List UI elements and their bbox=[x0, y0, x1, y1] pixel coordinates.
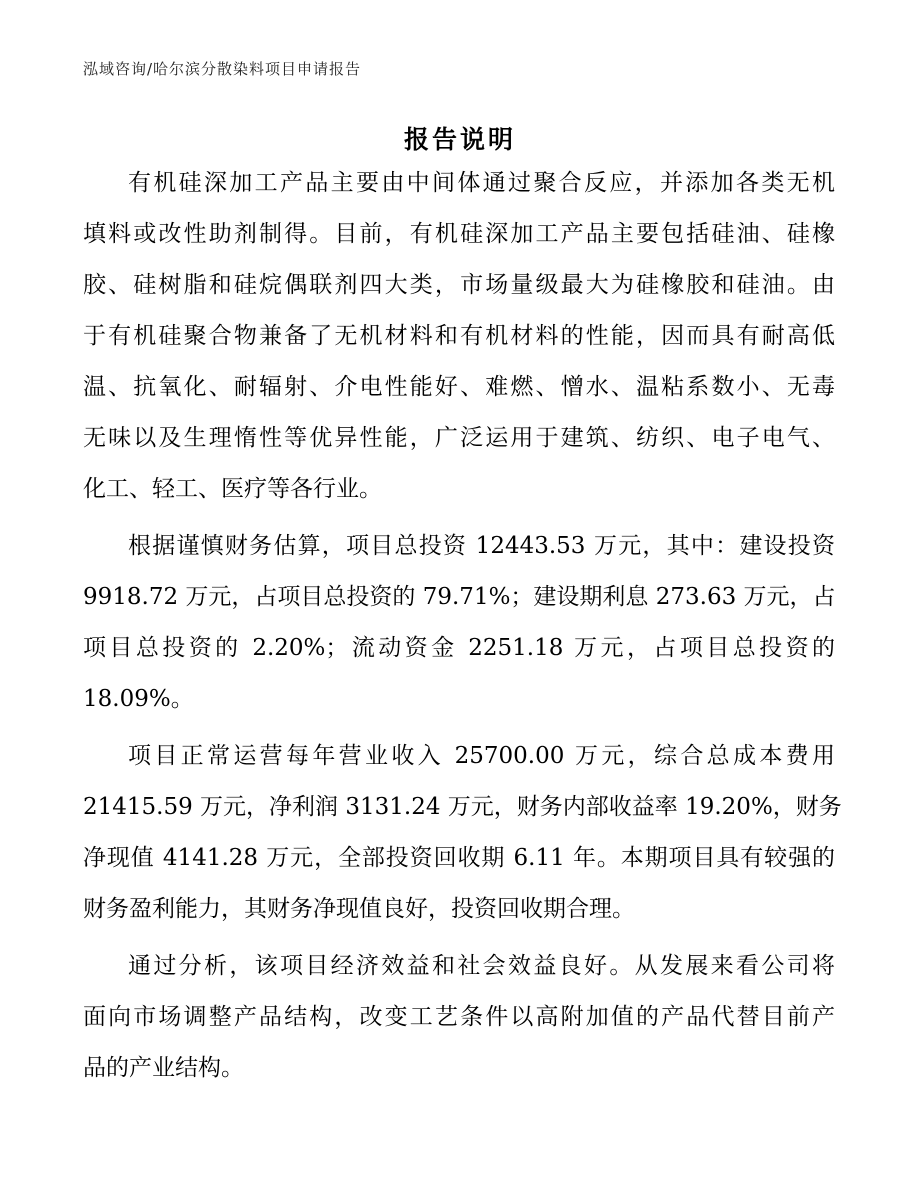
paragraph-line: 18.09%。 bbox=[83, 686, 194, 712]
paragraph-line: 于有机硅聚合物兼备了无机材料和有机材料的性能，因而具有耐高低 bbox=[83, 323, 835, 349]
paragraph-line: 项目总投资的 2.20%；流动资金 2251.18 万元，占项目总投资的 bbox=[83, 635, 835, 661]
paragraph-line: 项目正常运营每年营业收入 25700.00 万元，综合总成本费用 bbox=[128, 743, 835, 769]
paragraph-line: 化工、轻工、医疗等各行业。 bbox=[83, 476, 382, 502]
document-body bbox=[83, 158, 842, 1100]
paragraph-line: 9918.72 万元，占项目总投资的 79.71%；建设期利息 273.63 万元，占 bbox=[83, 584, 836, 610]
paragraph-line: 净现值 4141.28 万元，全部投资回收期 6.11 年。本期项目具有较强的 bbox=[83, 845, 835, 871]
paragraph bbox=[83, 521, 835, 725]
paragraph-line: 品的产业结构。 bbox=[83, 1055, 244, 1081]
paragraph-line: 填料或改性助剂制得。目前，有机硅深加工产品主要包括硅油、硅橡 bbox=[83, 221, 835, 247]
paragraph bbox=[83, 941, 835, 1094]
paragraph bbox=[83, 731, 842, 935]
running-header: 泓域咨询/哈尔滨分散染料项目申请报告 bbox=[83, 60, 362, 78]
paragraph-line: 胶、硅树脂和硅烷偶联剂四大类，市场量级最大为硅橡胶和硅油。由 bbox=[83, 272, 835, 298]
paragraph-line: 温、抗氧化、耐辐射、介电性能好、难燃、憎水、温粘系数小、无毒 bbox=[83, 374, 835, 400]
paragraph-line: 21415.59 万元，净利润 3131.24 万元，财务内部收益率 19.20%，财务 bbox=[83, 794, 842, 820]
section-title: 报告说明 bbox=[403, 125, 516, 154]
paragraph-line: 财务盈利能力，其财务净现值良好，投资回收期合理。 bbox=[83, 896, 635, 922]
paragraph-line: 通过分析，该项目经济效益和社会效益良好。从发展来看公司将 bbox=[128, 953, 835, 979]
paragraph bbox=[83, 158, 835, 515]
paragraph-line: 面向市场调整产品结构，改变工艺条件以高附加值的产品代替目前产 bbox=[83, 1004, 835, 1030]
paragraph-line: 无味以及生理惰性等优异性能，广泛运用于建筑、纺织、电子电气、 bbox=[83, 425, 835, 451]
paragraph-line: 有机硅深加工产品主要由中间体通过聚合反应，并添加各类无机 bbox=[128, 170, 835, 196]
paragraph-line: 根据谨慎财务估算，项目总投资 12443.53 万元，其中：建设投资 bbox=[128, 533, 835, 559]
